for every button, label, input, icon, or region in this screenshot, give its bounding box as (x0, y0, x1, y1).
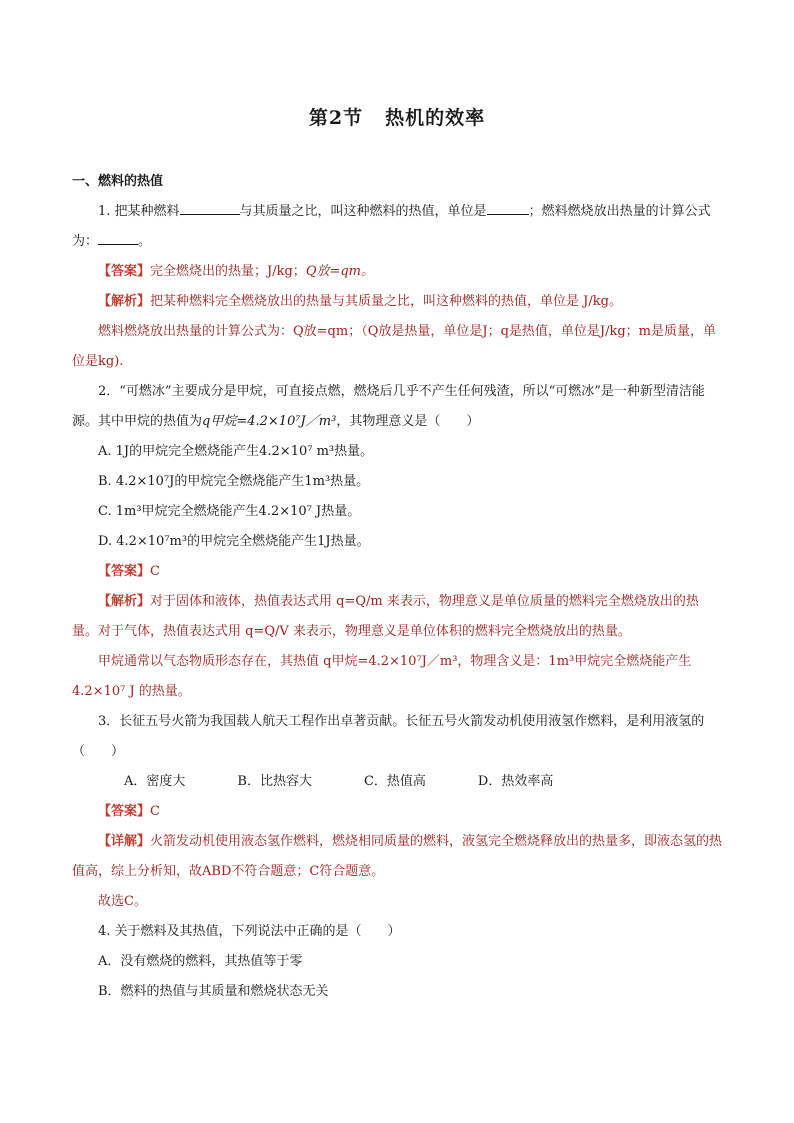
q3-option-a: A．密度大 (124, 774, 186, 789)
q1-stem: 1. 把某种燃料 与其质量之比，叫这种燃料的热值，单位是 ；燃料燃烧放出热量的计算公式为： 。 (72, 197, 724, 257)
section-heading: 一、燃料的热值 (72, 174, 164, 189)
blank-1 (180, 200, 240, 215)
q2-analysis-2: 甲烷通常以气态物质形态存在，其热值 q甲烷=4.2×10⁷J／m³，物理含义是：1m³甲烷完全燃烧能产生 4.2×10⁷ J 的热量。 (72, 654, 692, 699)
answer-tag: 【答案】 (98, 264, 151, 279)
answer-tag: 【答案】 (98, 804, 151, 819)
detail-tag: 【详解】 (98, 834, 151, 849)
q3-detail: 【详解】火箭发动机使用液态氢作燃料，燃烧相同质量的燃料，液氢完全燃烧释放出的热量多，即液态氢的热值高，综上分析知，故ABD不符合题意；C符合题意。 (72, 834, 723, 879)
q4-option-b: B．燃料的热值与其质量和燃烧状态无关 (98, 984, 329, 999)
q3-option-c: C．热值高 (363, 774, 426, 789)
q2-answer: 【答案】C (98, 564, 160, 579)
q2-option-d: D. 4.2×10⁷m³的甲烷完全燃烧能产生1J热量。 (98, 534, 370, 549)
analysis-tag: 【解析】 (98, 594, 151, 609)
q3-option-d: D．热效率高 (477, 774, 554, 789)
q2-analysis: 【解析】对于固体和液体，热值表达式用 q=Q/m 来表示，物理意义是单位质量的燃料完全燃烧放出的热量。对于气体，热值表达式用 q=Q/V 来表示，物理意义是单位体积的燃料完全燃烧放出的热量。 (72, 594, 699, 639)
q1-analysis-2: 燃料燃烧放出热量的计算公式为：Q放=qm；（Q放是热量，单位是J；q是热值，单位是J/kg；m是质量，单位是kg). (72, 324, 717, 369)
q3-conclusion: 故选C。 (98, 894, 147, 909)
q2-option-a: A. 1J的甲烷完全燃烧能产生4.2×10⁷ m³热量。 (98, 444, 374, 459)
q1-answer: 【答案】完全燃烧出的热量；J/kg；Q放=qm。 (98, 264, 375, 279)
q2-stem: 2．“可燃冰”主要成分是甲烷，可直接点燃，燃烧后几乎不产生任何残渣，所以“可燃冰”是一种新型清洁能源。其中甲烷的热值为q甲烷=4.2×10⁷J／m³，其物理意义是（ ） (72, 384, 705, 429)
answer-tag: 【答案】 (98, 564, 151, 579)
section-name: 热机的效率 (385, 107, 486, 129)
q4-option-a: A．没有燃烧的燃料，其热值等于零 (98, 954, 303, 969)
blank-3 (98, 230, 138, 245)
analysis-tag: 【解析】 (98, 294, 151, 309)
q3-options (72, 767, 724, 797)
q2-option-b: B. 4.2×10⁷J的甲烷完全燃烧能产生1m³热量。 (98, 474, 370, 489)
q2-option-c: C. 1m³甲烷完全燃烧能产生4.2×10⁷ J热量。 (98, 504, 361, 519)
page-title (0, 103, 794, 130)
q4-stem: 4. 关于燃料及其热值，下列说法中正确的是（ ） (98, 924, 401, 939)
section-number: 第2节 (308, 107, 364, 129)
q1-analysis: 【解析】把某种燃料完全燃烧放出的热量与其质量之比，叫这种燃料的热值，单位是 J/kg。 (98, 294, 622, 309)
content (72, 170, 724, 1007)
blank-2 (487, 200, 529, 215)
q3-option-b: B．比热容大 (237, 774, 312, 789)
q3-answer: 【答案】C (98, 804, 160, 819)
q3-stem: 3．长征五号火箭为我国载人航天工程作出卓著贡献。长征五号火箭发动机使用液氢作燃料，是利用液氢的（ ） (72, 714, 705, 759)
